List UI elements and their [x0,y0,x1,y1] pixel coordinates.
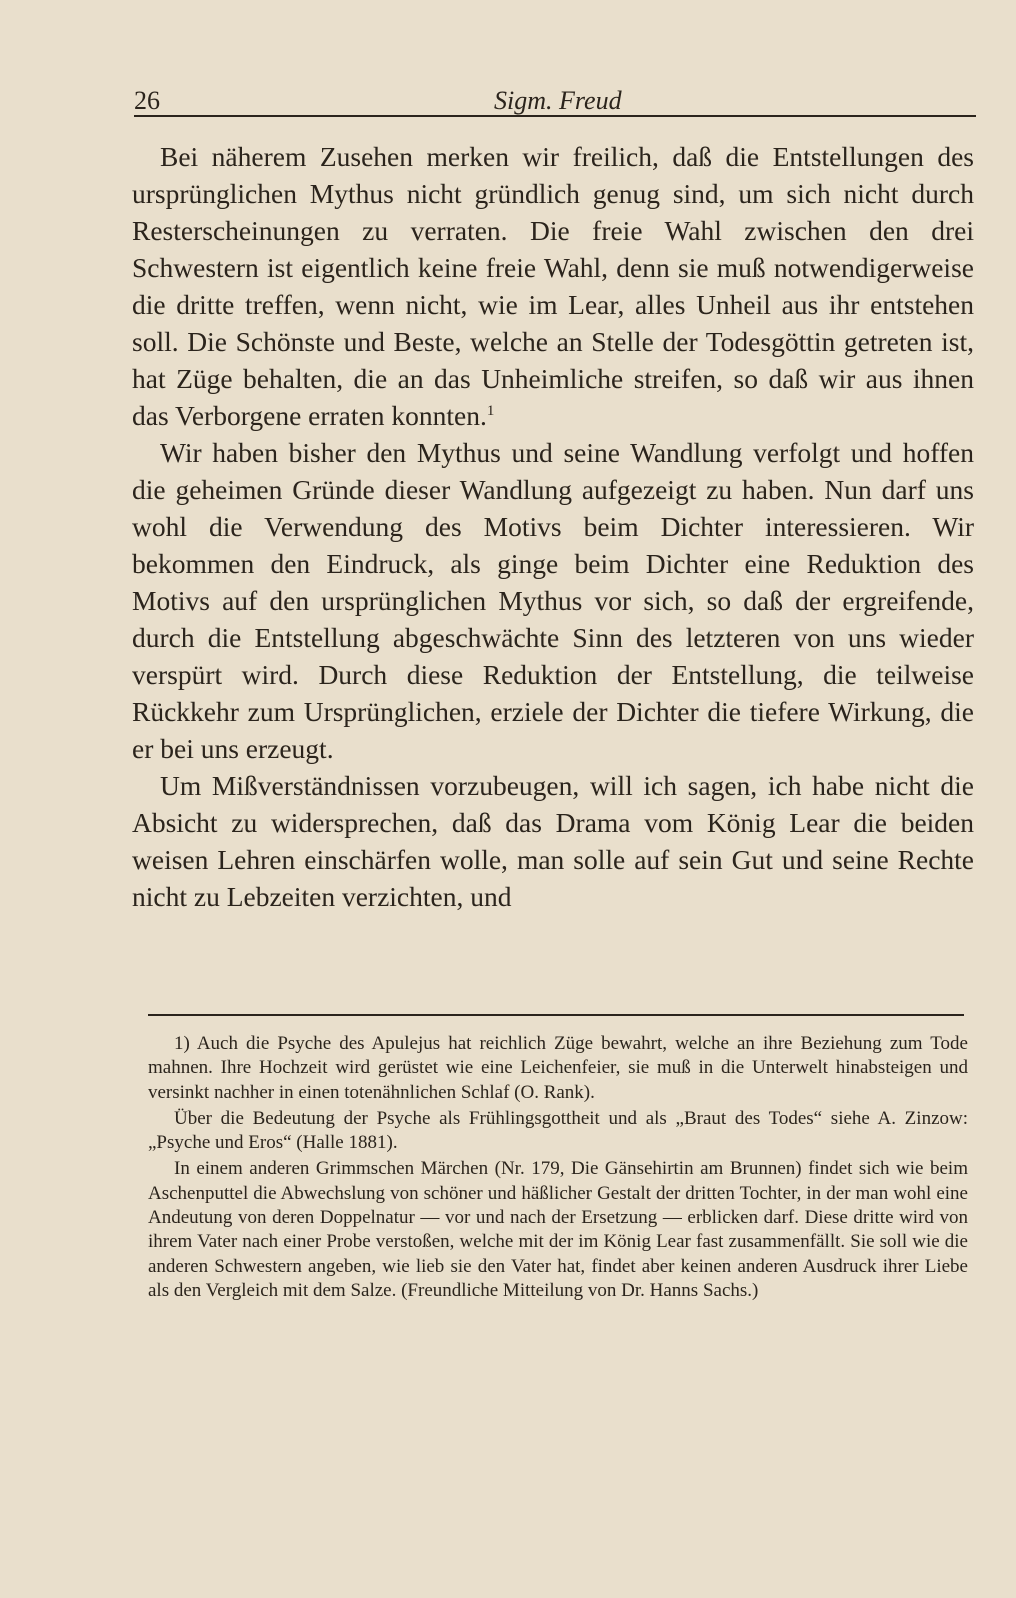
paragraph-text: Um Mißverständnissen vorzubeugen, will ich sagen, ich habe nicht die Absicht zu widersprechen, daß das Drama vom König Lear die beiden weisen Lehren einschärfen wolle, man solle auf sein Gut und seine Rechte nicht zu Lebzeiten verzichten, und [132,770,974,912]
footnotes [148,1032,968,1303]
footnote-marker: 1 [486,402,495,419]
footnote-paragraph: In einem anderen Grimmschen Märchen (Nr. 179, Die Gänsehirtin am Brunnen) findet sich wie beim Aschenputtel die Abwechslung von schöner und häßlicher Gestalt der dritten Tochter, in der man wohl eine Andeutung von deren Doppelnatur — vor und nach der Ersetzung — erblicken darf. Diese dritte wird von ihrem Vater nach einer Probe verstoßen, welche mit der im König Lear fast zusammenfällt. Sie soll wie die anderen Schwestern angeben, wie lieb sie den Vater hat, findet aber keinen anderen Ausdruck ihrer Liebe als den Vergleich mit dem Salze. (Freundliche Mitteilung von Dr. Hanns Sachs.) [148,1158,968,1301]
footnote-rule [148,1014,964,1016]
paragraph-text: Bei näherem Zusehen merken wir freilich, daß die Entstellungen des ursprünglichen Mythus nicht gründlich genug sind, um sich nicht durch Resterscheinungen zu verraten. Die freie Wahl zwischen den drei Schwestern ist eigentlich keine freie Wahl, denn sie muß notwendigerweise die dritte treffen, wenn nicht, wie im Lear, alles Unheil aus ihr entstehen soll. Die Schönste und Beste, welche an Stelle der Todesgöttin getreten ist, hat Züge behalten, die an das Unheimliche streifen, so daß wir aus ihnen das Verborgene erraten konnten. [132,141,974,431]
footnote-paragraph: 1) Auch die Psyche des Apulejus hat reichlich Züge bewahrt, welche an ihre Beziehung zum Tode mahnen. Ihre Hochzeit wird gerüstet wie eine Leichenfeier, sie muß in die Unterwelt hinabsteigen und versinkt nachher in einen totenähnlichen Schlaf (O. Rank). [148,1033,968,1103]
header-rule [134,115,976,117]
page-header [134,82,976,116]
body-text [132,138,974,915]
footnote-paragraph: Über die Bedeutung der Psyche als Frühlingsgottheit und als „Braut des Todes“ siehe A. Zinzow: „Psyche und Eros“ (Halle 1881). [148,1107,968,1154]
paragraph-text: Wir haben bisher den Mythus und seine Wandlung verfolgt und hoffen die geheimen Gründe dieser Wandlung aufgezeigt zu haben. Nun darf uns wohl die Verwendung des Motivs beim Dichter interessieren. Wir bekommen den Eindruck, als ginge beim Dichter eine Reduktion des Motivs auf den ursprünglichen Mythus vor sich, so daß der ergreifende, durch die Entstellung abgeschwächte Sinn des letzteren von uns wieder verspürt wird. Durch diese Reduktion der Entstellung, die teilweise Rückkehr zum Ursprünglichen, erziele der Dichter die tiefere Wirkung, die er bei uns erzeugt. [132,437,974,764]
running-title: Sigm. Freud [494,86,622,115]
paragraph [132,767,974,915]
paragraph [132,138,974,434]
page-number: 26 [134,86,160,115]
paragraph [132,434,974,767]
